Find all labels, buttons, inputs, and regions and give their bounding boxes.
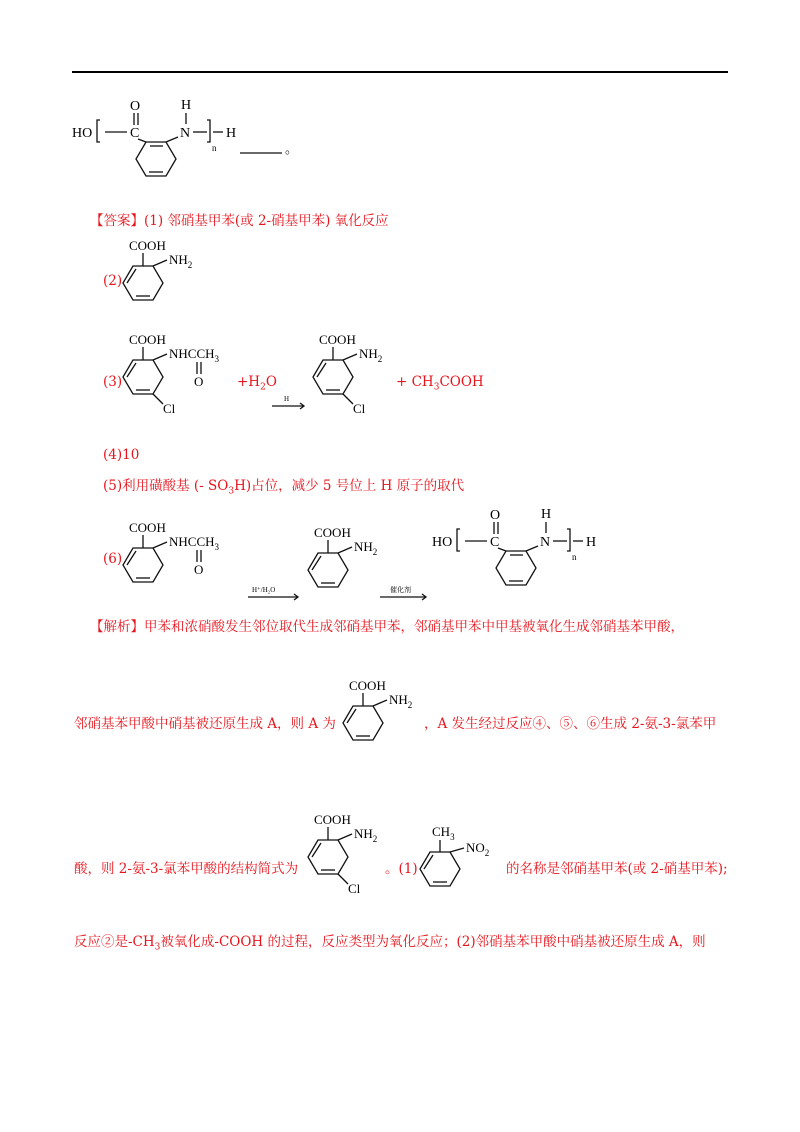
svg-text:Cl: Cl: [348, 881, 361, 896]
svg-text:NHCCH3: $NHCCH_3$: [169, 534, 220, 552]
svg-text:NH2: $NH_2$: [359, 346, 383, 364]
svg-text:O: O: [194, 374, 204, 389]
svg-text:H: H: [586, 535, 597, 550]
analysis-p2-a: 邻硝基苯甲酸中硝基被还原生成 A，则 A 为: [74, 716, 336, 732]
anthranilic-acid-structure-q2: [115, 238, 225, 318]
answer-q3-number: (3): [103, 374, 123, 390]
svg-text:O: O: [194, 562, 204, 577]
svg-text:H: H: [181, 98, 192, 113]
ho-label: HO: [72, 126, 93, 141]
svg-text:N: N: [540, 535, 551, 550]
answer-q6-number: (6): [103, 551, 123, 567]
amino-chloro-benzoic-structure: [300, 812, 410, 902]
reactant-q3-structure: [115, 332, 255, 422]
answer-q4: (4)10: [103, 447, 140, 463]
polyamide-structure-q6: [430, 500, 630, 600]
svg-text:n: n: [212, 143, 217, 153]
analysis-p1: 【解析】甲苯和浓硝酸发生邻位取代生成邻硝基甲苯，邻硝基甲苯中甲基被氧化生成邻硝基苯甲酸，: [90, 619, 684, 635]
svg-text:H: H: [226, 126, 237, 141]
analysis-p3-c: 的名称是邻硝基甲苯(或 2-硝基甲苯);: [506, 861, 728, 877]
svg-text:NH2: $NH_2$: [389, 692, 413, 710]
header-rule: [72, 71, 728, 73]
reactant-q6-structure: [115, 520, 255, 600]
svg-text:催化剂: 催化剂: [390, 586, 411, 594]
svg-text:COOH: COOH: [314, 812, 351, 827]
reaction-arrow-q6-1: [246, 584, 306, 604]
svg-text:。: 。: [285, 141, 299, 156]
svg-text:Cl: Cl: [163, 401, 176, 416]
svg-text:CH3: $CH_3$: [432, 824, 455, 842]
svg-text:C: C: [130, 126, 140, 141]
answer-q3-plus-water: $+H_2O$: [237, 374, 277, 393]
answer-q2-number: (2): [103, 273, 123, 289]
benzene-ring-1: [136, 142, 176, 176]
svg-text:COOH: COOH: [349, 678, 386, 693]
svg-text:COOH: COOH: [129, 238, 166, 253]
svg-text:H⁺/H₂O: H⁺/H₂O: [252, 586, 276, 594]
analysis-p3-b: 。(1): [385, 861, 418, 877]
svg-text:NH2: $NH_2$: [354, 826, 378, 844]
svg-text:H: H: [284, 395, 290, 403]
analysis-p3-a: 酸，则 2-氨-3-氯苯甲酸的结构简式为: [74, 861, 299, 877]
reaction-arrow-q3: [270, 393, 310, 413]
svg-text:NHCCH3: $NHCCH_3$: [169, 346, 220, 364]
svg-text:COOH: COOH: [129, 520, 166, 535]
svg-text:NH2: $NH_2$: [169, 252, 193, 270]
svg-text:O: O: [130, 99, 141, 114]
answer-q5: (5)利用磺酸基 (- $SO_3H$)占位，减少 5 号位上 H 原子的取代: [103, 478, 465, 497]
svg-text:N: N: [180, 126, 191, 141]
polyamide-structure-top: [70, 95, 310, 195]
svg-text:COOH: COOH: [129, 332, 166, 347]
o-nitrotoluene-structure: [412, 822, 512, 902]
svg-text:Cl: Cl: [353, 401, 366, 416]
svg-text:H: H: [541, 507, 552, 522]
answer-q1: 【答案】(1) 邻硝基甲苯(或 2-硝基甲苯) 氧化反应: [90, 213, 389, 229]
svg-text:NH2: $NH_2$: [354, 539, 378, 557]
svg-text:NO2: $NO_2$: [466, 840, 490, 858]
svg-text:COOH: COOH: [314, 525, 351, 540]
svg-text:n: n: [572, 552, 577, 562]
analysis-p4: 反应②是$-CH_3$被氧化成-COOH 的过程，反应类型为氧化反应；(2)邻硝基苯甲酸中硝基被还原生成 A，则: [74, 934, 706, 953]
svg-text:C: C: [490, 535, 500, 550]
analysis-p2-b: ，A 发生经过反应④、⑤、⑥生成 2-氨-3-氯苯甲: [424, 716, 717, 732]
svg-text:COOH: COOH: [319, 332, 356, 347]
answer-q3-plus-acetic: + $CH_3COOH$: [396, 374, 484, 393]
reaction-arrow-q6-2: [378, 584, 438, 604]
svg-text:HO: HO: [432, 535, 453, 550]
svg-text:O: O: [490, 508, 501, 523]
